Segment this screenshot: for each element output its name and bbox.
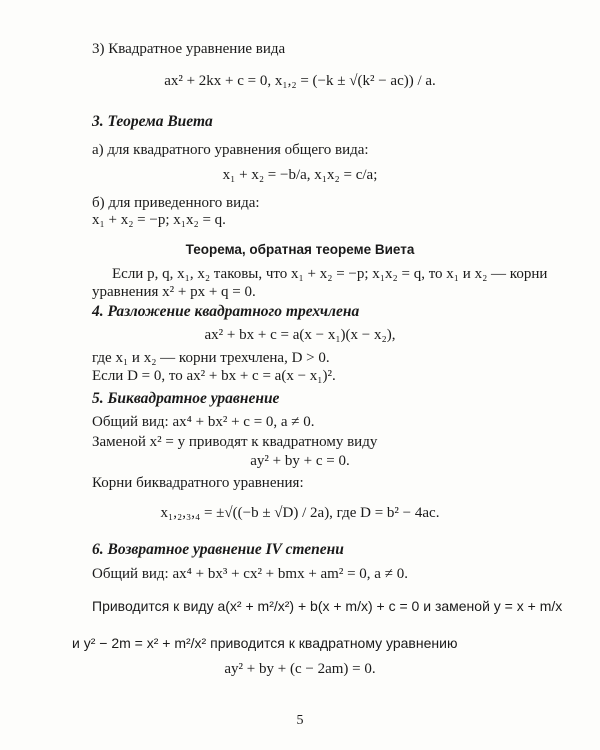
converse-vieta-text-1: Если p, q, x₁, x₂ таковы, что x₁ + x₂ = −p; x₁x₂ = q, то x₁ и x₂ — корни — [112, 266, 548, 282]
biquadratic-general: Общий вид: ax⁴ + bx² + c = 0, a ≠ 0. — [92, 414, 315, 430]
reciprocal-substitution: и y² − 2m = x² + m²/x² приводится к квадратному уравнению — [72, 635, 458, 651]
section-heading-biquadratic: 5. Биквадратное уравнение — [92, 390, 280, 407]
section-heading-factorization: 4. Разложение квадратного трехчлена — [92, 303, 360, 320]
reciprocal-general: Общий вид: ax⁴ + bx³ + cx² + bmx + am² = 0, a ≠ 0. — [92, 566, 408, 582]
converse-vieta-heading: Теорема, обратная теореме Виета — [185, 242, 415, 257]
reciprocal-reduction: Приводится к виду a(x² + m²/x²) + b(x + m/x) + c = 0 и заменой y = x + m/x — [92, 598, 563, 614]
section-heading-reciprocal: 6. Возвратное уравнение IV степени — [92, 541, 344, 558]
biquadratic-reduced: ay² + by + c = 0. — [250, 453, 350, 469]
reciprocal-final-equation: ay² + by + (c − 2am) = 0. — [224, 661, 376, 677]
vieta-reduced-formula: x₁ + x₂ = −p; x₁x₂ = q. — [92, 212, 226, 228]
vieta-reduced-label: б) для приведенного вида: — [92, 195, 260, 211]
vieta-general-formula: x₁ + x₂ = −b/a, x₁x₂ = c/a; — [222, 167, 378, 183]
biquadratic-roots-label: Корни биквадратного уравнения: — [92, 475, 304, 491]
quadratic-even-coef-formula: ax² + 2kx + c = 0, x₁,₂ = (−k ± √(k² − ac)) / a. — [164, 73, 436, 89]
factorization-note-2: Если D = 0, то ax² + bx + c = a(x − x₁)². — [92, 368, 336, 384]
converse-vieta-text-2: уравнения x² + px + q = 0. — [92, 284, 256, 300]
factorization-formula: ax² + bx + c = a(x − x₁)(x − x₂), — [204, 327, 396, 343]
biquadratic-substitution: Заменой x² = y приводят к квадратному виду — [92, 434, 378, 450]
vieta-general-label: а) для квадратного уравнения общего вида: — [92, 142, 369, 158]
biquadratic-roots-formula: x₁,₂,₃,₄ = ±√((−b ± √D) / 2a), где D = b² − 4ac. — [160, 505, 440, 521]
page-number: 5 — [296, 713, 304, 728]
section-heading-vieta: 3. Теорема Виета — [92, 113, 213, 130]
factorization-note-1: где x₁ и x₂ — корни трехчлена, D > 0. — [92, 350, 330, 366]
section-3-item: 3) Квадратное уравнение вида — [92, 41, 286, 57]
